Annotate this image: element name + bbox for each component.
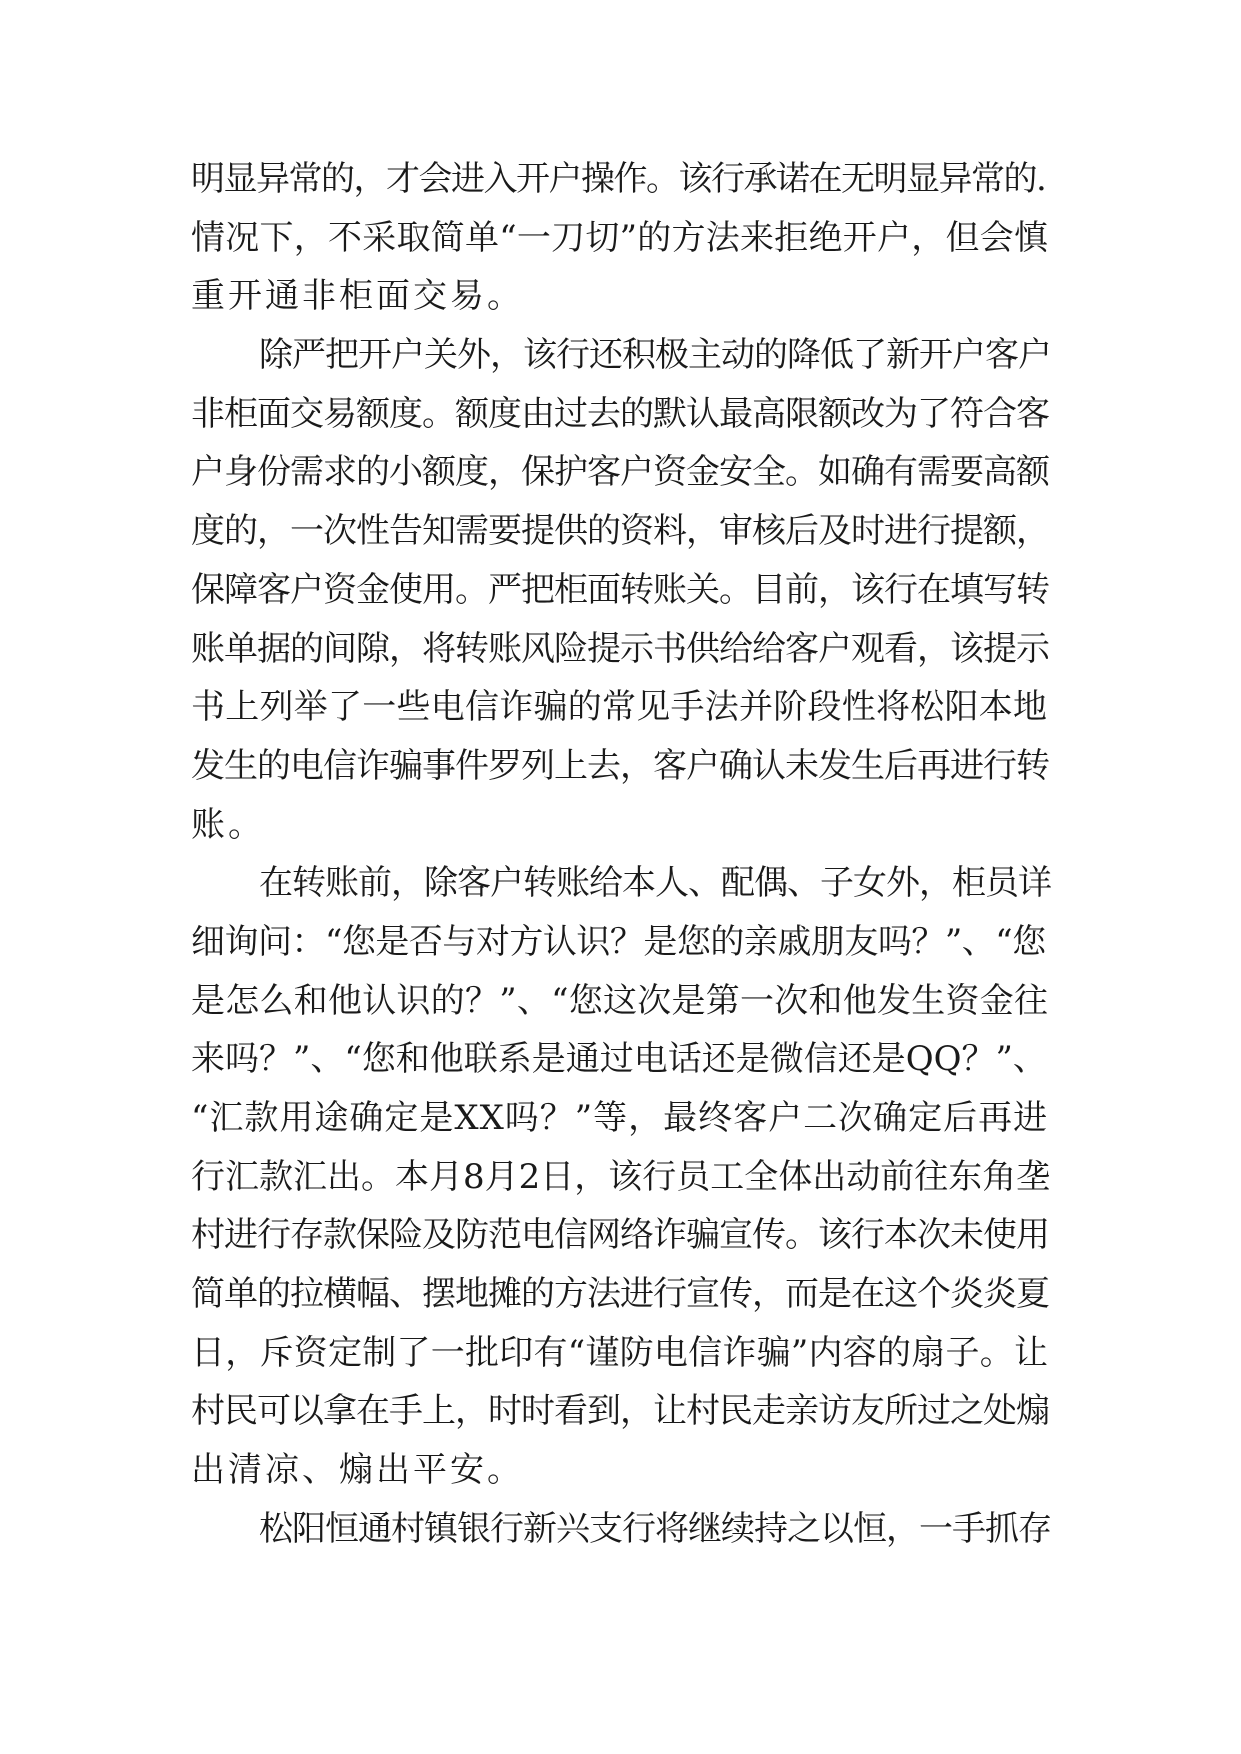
text-line: 除严把开户关外，该行还积极主动的降低了新开户客户 [259, 335, 1051, 376]
text-line: 简单的拉横幅、摆地摊的方法进行宣传，而是在这个炎炎夏 [191, 1274, 1049, 1315]
text-line: 日，斥资定制了一批印有“谨防电信诈骗”内容的扇子。让 [191, 1332, 1049, 1373]
text-line: 村民可以拿在手上，时时看到，让村民走亲访友所过之处煽 [191, 1391, 1049, 1432]
text-line: 行汇款汇出。本月8月2日，该行员工全体出动前往东角垄 [191, 1156, 1051, 1197]
text-line: 松阳恒通村镇银行新兴支行将继续持之以恒，一手抓存 [259, 1508, 1051, 1549]
text-line: 户身份需求的小额度，保护客户资金安全。如确有需要高额 [191, 452, 1049, 493]
body-text [191, 150, 1051, 1559]
text-line: 保障客户资金使用。严把柜面转账关。目前，该行在填写转 [191, 569, 1049, 610]
text-line: 重开通非柜面交易。 [191, 276, 524, 317]
text-line: 书上列举了一些电信诈骗的常见手法并阶段性将松阳本地 [191, 687, 1048, 728]
text-line: 明显异常的，才会进入开户操作。该行承诺在无明显异常的. [191, 159, 1046, 199]
text-line: 细询问：“您是否与对方认识？是您的亲戚朋友吗？”、“您 [191, 921, 1046, 962]
text-line: “汇款用途确定是XX吗？”等，最终客户二次确定后再进 [191, 1098, 1049, 1138]
text-line: 村进行存款保险及防范电信网络诈骗宣传。该行本次未使用 [191, 1215, 1049, 1256]
text-line: 情况下，不采取简单“一刀切”的方法来拒绝开户，但会慎 [191, 217, 1049, 258]
text-line: 出清凉、煽出平安。 [191, 1450, 524, 1491]
text-line: 来吗？”、“您和他联系是通过电话还是微信还是QQ？”、 [191, 1039, 1047, 1080]
text-line: 度的，一次性告知需要提供的资料，审核后及时进行提额， [191, 511, 1049, 552]
text-line: 非柜面交易额度。额度由过去的默认最高限额改为了符合客 [191, 393, 1049, 434]
text-line: 发生的电信诈骗事件罗列上去，客户确认未发生后再进行转 [191, 745, 1049, 786]
text-line: 账。 [191, 804, 265, 845]
text-line: 账单据的间隙，将转账风险提示书供给给客户观看，该提示 [191, 628, 1049, 669]
text-line: 在转账前，除客户转账给本人、配偶、子女外，柜员详 [259, 863, 1051, 904]
text-line: 是怎么和他认识的？”、“您这次是第一次和他发生资金往 [191, 980, 1049, 1021]
